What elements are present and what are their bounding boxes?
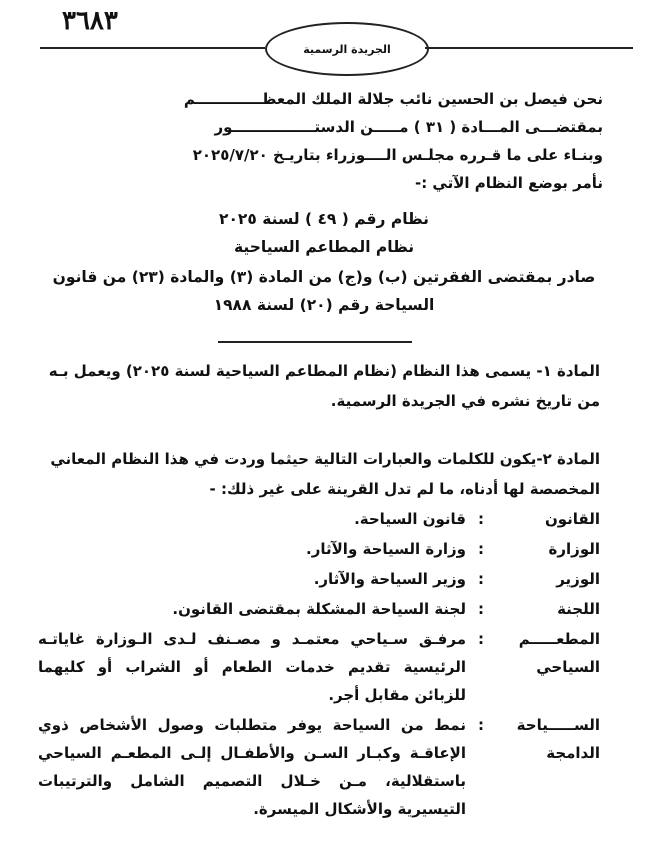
page-number: ٣٦٨٣ bbox=[62, 6, 118, 36]
regulation-name: نظام المطاعم السياحية bbox=[233, 238, 415, 256]
header-rule-right bbox=[425, 47, 633, 49]
header-rule-left bbox=[40, 47, 265, 49]
definition-colon: : bbox=[478, 630, 484, 648]
definition-item bbox=[38, 711, 600, 823]
preamble-line-4: نأمر بوضع النظام الآتي :- bbox=[414, 174, 603, 192]
definition-item bbox=[38, 505, 600, 533]
article-1-line-2: من تاريخ نشره في الجريدة الرسمية. bbox=[330, 392, 600, 410]
article-2-line-1: المادة ٢-يكون للكلمات والعبارات التالية حيثما وردت في هذا النظام المعاني bbox=[50, 450, 600, 468]
definition-meaning: وزارة السياحة والآثار. bbox=[306, 540, 466, 558]
gazette-title-oval bbox=[265, 22, 429, 76]
definition-meaning: مرفـق سـياحي معتمـد و مصـنف لـدى الـوزارة غاياتـه الرئيسية تقديم خدمات الطعام أو الشراب أو كليهما للزبائن مقابل أجر. bbox=[38, 630, 466, 704]
definition-term: المطعـــــم السياحي bbox=[518, 630, 600, 676]
definition-item bbox=[38, 535, 600, 563]
definition-colon: : bbox=[478, 540, 484, 558]
definition-meaning: وزير السياحة والآثار. bbox=[313, 570, 466, 588]
definition-meaning: لجنة السياحة المشكلة بمقتضى القانون. bbox=[172, 600, 466, 618]
definition-meaning: قانون السياحة. bbox=[354, 510, 466, 528]
regulation-authority-line-1: صادر بمقتضى الفقرتين (ب) و(ج) من المادة (٣) والمادة (٢٣) من قانون bbox=[52, 268, 596, 286]
regulation-authority-line-2: السياحة رقم (٢٠) لسنة ١٩٨٨ bbox=[213, 296, 435, 314]
regulation-number: نظام رقم ( ٤٩ ) لسنة ٢٠٢٥ bbox=[219, 210, 429, 228]
definition-colon: : bbox=[478, 510, 484, 528]
definition-item bbox=[38, 565, 600, 593]
definition-item bbox=[38, 625, 600, 709]
article-2-line-2: المخصصة لها أدناه، ما لم تدل القرينة على غير ذلك: - bbox=[209, 480, 600, 498]
section-divider bbox=[218, 341, 412, 343]
definition-meaning: نمط من السياحة يوفر متطلبات وصول الأشخاص ذوي الإعاقـة وكبـار السـن والأطفـال إلـى المطعـم السياحي باستقلالية، مـن خـلال التصميم الشامل والترتيبات التيسيرية والأشكال الميسرة. bbox=[38, 716, 466, 818]
definitions-list bbox=[38, 505, 600, 825]
definition-term: الســـــياحة الدامجة bbox=[516, 716, 600, 762]
preamble-line-3: وبنـاء على ما قـرره مجلـس الــــوزراء بتاريـخ ٢٠٢٥/٧/٢٠ bbox=[192, 146, 603, 164]
definition-colon: : bbox=[478, 600, 484, 618]
gazette-title: الجريدة الرسمية bbox=[303, 42, 391, 56]
preamble-line-1: نحن فيصل بن الحسين نائب جلالة الملك المعظـــــــــــــم bbox=[183, 90, 603, 108]
definition-colon: : bbox=[478, 570, 484, 588]
definition-colon: : bbox=[478, 716, 484, 734]
definition-item bbox=[38, 595, 600, 623]
definition-term: الوزير bbox=[556, 570, 600, 588]
article-1-line-1: المادة ١- يسمى هذا النظام (نظام المطاعم السياحية لسنة ٢٠٢٥) ويعمل بـه bbox=[48, 362, 600, 380]
definition-term: اللجنة bbox=[557, 600, 600, 618]
preamble-line-2: بمقتضـــى المـــادة ( ٣١ ) مـــــن الدستــــــــــــــــور bbox=[214, 118, 603, 136]
definition-term: الوزارة bbox=[548, 540, 600, 558]
definition-term: القانون bbox=[544, 510, 600, 528]
